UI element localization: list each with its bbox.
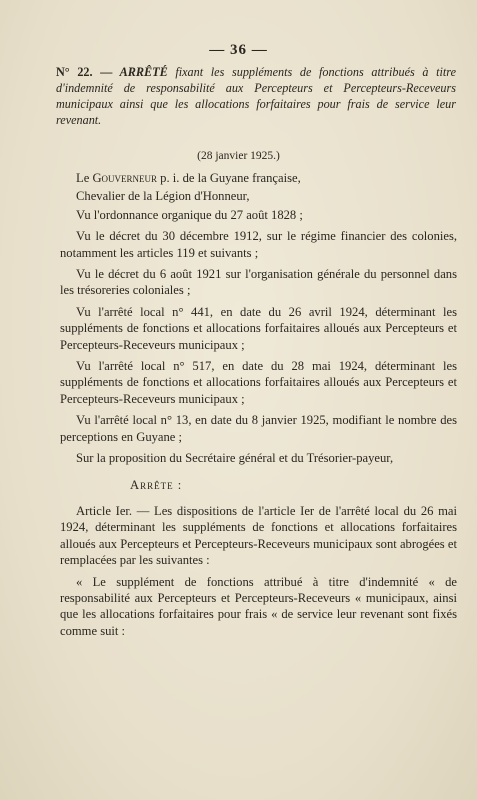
- proposition-paragraph: Sur la proposition du Secrétaire général et du Trésorier-payeur,: [76, 451, 394, 466]
- chevalier-line: Chevalier de la Légion d'Honneur,: [76, 189, 250, 204]
- arrete-subject: fixant les suppléments de fonctions attribués à titre d'indemnité de responsabilité aux Percepteurs et Percepteurs-Receveurs municipaux ainsi que les allocations forfaitaires pour frais de service leur revenant.: [56, 65, 456, 127]
- arrete-body: [60, 170, 457, 644]
- governor-line: [60, 170, 457, 186]
- article-1: Article Ier. — Les dispositions de l'article Ier de l'arrêté local du 26 mai 1924, déterminant les suppléments de fonctions et allocations forfaitaires alloués aux Percepteurs et Percepteurs-Receveurs municipaux sont abrogées et remplacées par les suivantes :: [60, 503, 457, 568]
- arrete-date: (28 janvier 1925.): [197, 150, 280, 162]
- vu-arrete-517: Vu l'arrêté local n° 517, en date du 28 mai 1924, déterminant les suppléments de fonctions et allocations forfaitaires alloués aux Percepteurs et Percepteurs-Receveurs municipaux ;: [60, 359, 457, 406]
- arrete-title: — ARRÊTÉ: [92, 65, 168, 79]
- quote-paragraph: « Le supplément de fonctions attribué à titre d'indemnité « de responsabilité aux Percepteurs et Percepteurs-Receveurs « municipaux, ainsi que les allocations forfaitaires pour frais « de service leur revenant sont fixés comme suit :: [60, 574, 457, 638]
- vu-ordonnance: Vu l'ordonnance organique du 27 août 1828 ;: [76, 207, 303, 222]
- vu-arrete-13: Vu l'arrêté local n° 13, en date du 8 janvier 1925, modifiant le nombre des perceptions en Guyane ;: [60, 413, 457, 444]
- vu-decret-1912: Vu le décret du 30 décembre 1912, sur le régime financier des colonies, notamment les articles 119 et suivants ;: [60, 229, 457, 260]
- arrete-number: N° 22.: [56, 65, 93, 79]
- vu-decret-1921: Vu le décret du 6 août 1921 sur l'organisation générale du personnel dans les trésoreries coloniales ;: [60, 267, 457, 298]
- arrete-keyword: Arrête :: [130, 477, 183, 492]
- page-number: — 36 —: [209, 42, 268, 58]
- governor-rest: p. i. de la Guyane française,: [157, 171, 301, 185]
- quoted-provision: [60, 574, 457, 640]
- arrete-heading: [56, 64, 456, 128]
- vu-arrete-441: Vu l'arrêté local n° 441, en date du 26 avril 1924, déterminant les suppléments de fonctions et allocations forfaitaires alloués aux Percepteurs et Percepteurs-Receveurs municipaux ;: [60, 304, 457, 352]
- governor-title: Gouverneur: [92, 171, 158, 185]
- governor-prefix: Le: [76, 171, 93, 185]
